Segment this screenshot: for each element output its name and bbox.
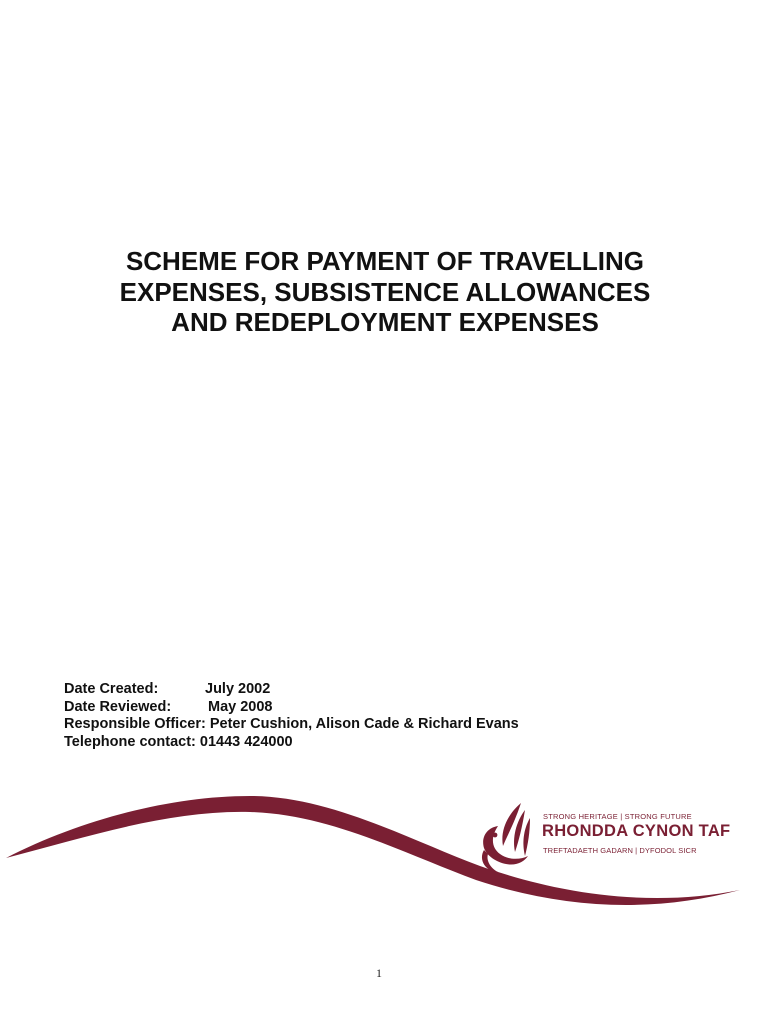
date-created-value: July 2002 xyxy=(205,681,271,697)
title-line-1: SCHEME FOR PAYMENT OF TRAVELLING xyxy=(125,246,645,276)
date-created-label: Date Created: xyxy=(64,681,159,697)
responsible-officer: Responsible Officer: Peter Cushion, Alison Cade & Richard Evans xyxy=(64,716,519,732)
logo-council-name: RHONDDA CYNON TAF xyxy=(542,822,731,840)
logo-tagline-english: STRONG HERITAGE | STRONG FUTURE xyxy=(543,812,692,821)
date-created-row xyxy=(64,681,519,699)
title-line-3: AND REDEPLOYMENT EXPENSES xyxy=(171,307,599,337)
decorative-swoosh xyxy=(0,780,770,930)
dragon-emblem-icon xyxy=(482,803,530,872)
date-reviewed-value: May 2008 xyxy=(208,698,273,715)
document-metadata xyxy=(64,681,519,751)
telephone-contact: Telephone contact: 01443 424000 xyxy=(64,733,293,750)
title-line-2: EXPENSES, SUBSISTENCE ALLOWANCES xyxy=(119,276,651,307)
document-title xyxy=(40,246,730,338)
date-reviewed-label: Date Reviewed: xyxy=(64,698,172,715)
logo-tagline-welsh: TREFTADAETH GADARN | DYFODOL SICR xyxy=(543,846,697,855)
date-reviewed-row xyxy=(64,699,519,717)
page-number: 1 xyxy=(376,966,382,980)
